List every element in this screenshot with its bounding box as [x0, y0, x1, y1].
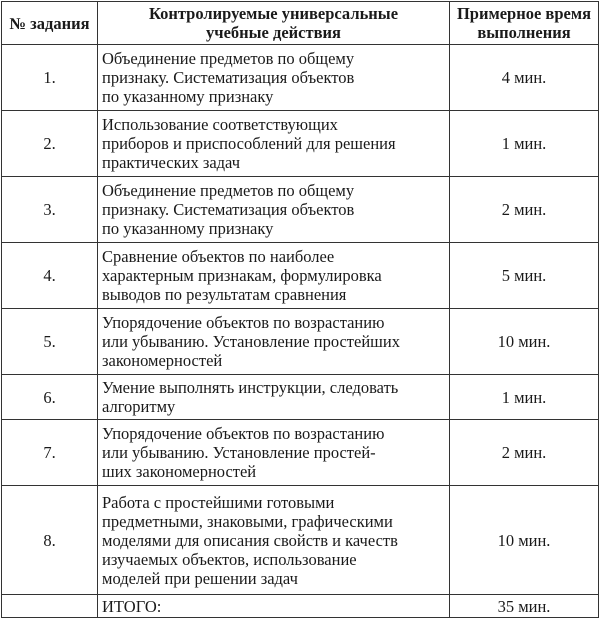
task-description: Объединение предметов по общему признаку. Систематизация объектов по указанному признаку — [98, 177, 450, 243]
total-label: ИТОГО: — [98, 595, 450, 618]
total-row — [2, 595, 599, 618]
table-row — [2, 45, 599, 111]
tasks-table — [1, 1, 599, 618]
table-row — [2, 375, 599, 420]
total-empty-cell — [2, 595, 98, 618]
header-task-number: № задания — [2, 2, 98, 45]
table-row — [2, 486, 599, 595]
task-description: Объединение предметов по общему признаку. Систематизация объектов по указанному признаку — [98, 45, 450, 111]
table-row — [2, 243, 599, 309]
table-row — [2, 420, 599, 486]
task-description: Умение выполнять инструкции, следовать алгоритму — [98, 375, 450, 420]
header-time: Примерное время выполнения — [450, 2, 599, 45]
task-time: 1 мин. — [450, 375, 599, 420]
task-time: 2 мин. — [450, 177, 599, 243]
task-time: 10 мин. — [450, 309, 599, 375]
header-actions: Контролируемые универсальные учебные действия — [98, 2, 450, 45]
task-description: Упорядочение объектов по возрастанию или убыванию. Установление простейших закономерностей — [98, 309, 450, 375]
total-time: 35 мин. — [450, 595, 599, 618]
task-description: Работа с простейшими готовыми предметными, знаковыми, графическими моделями для описания свойств и качеств изучаемых объектов, использование моделей при решении задач — [98, 486, 450, 595]
task-number: 5. — [2, 309, 98, 375]
task-description: Использование соответствующих приборов и приспособлений для решения практических задач — [98, 111, 450, 177]
table-row — [2, 309, 599, 375]
task-description: Сравнение объектов по наиболее характерным признакам, формулировка выводов по результатам сравнения — [98, 243, 450, 309]
task-number: 7. — [2, 420, 98, 486]
task-time: 5 мин. — [450, 243, 599, 309]
table-row — [2, 111, 599, 177]
task-description: Упорядочение объектов по возрастанию или убыванию. Установление простей- ших закономерностей — [98, 420, 450, 486]
header-row — [2, 2, 599, 45]
task-number: 4. — [2, 243, 98, 309]
task-number: 2. — [2, 111, 98, 177]
task-number: 3. — [2, 177, 98, 243]
task-number: 8. — [2, 486, 98, 595]
task-time: 1 мин. — [450, 111, 599, 177]
table-row — [2, 177, 599, 243]
task-number: 1. — [2, 45, 98, 111]
task-time: 2 мин. — [450, 420, 599, 486]
task-number: 6. — [2, 375, 98, 420]
task-time: 4 мин. — [450, 45, 599, 111]
task-time: 10 мин. — [450, 486, 599, 595]
